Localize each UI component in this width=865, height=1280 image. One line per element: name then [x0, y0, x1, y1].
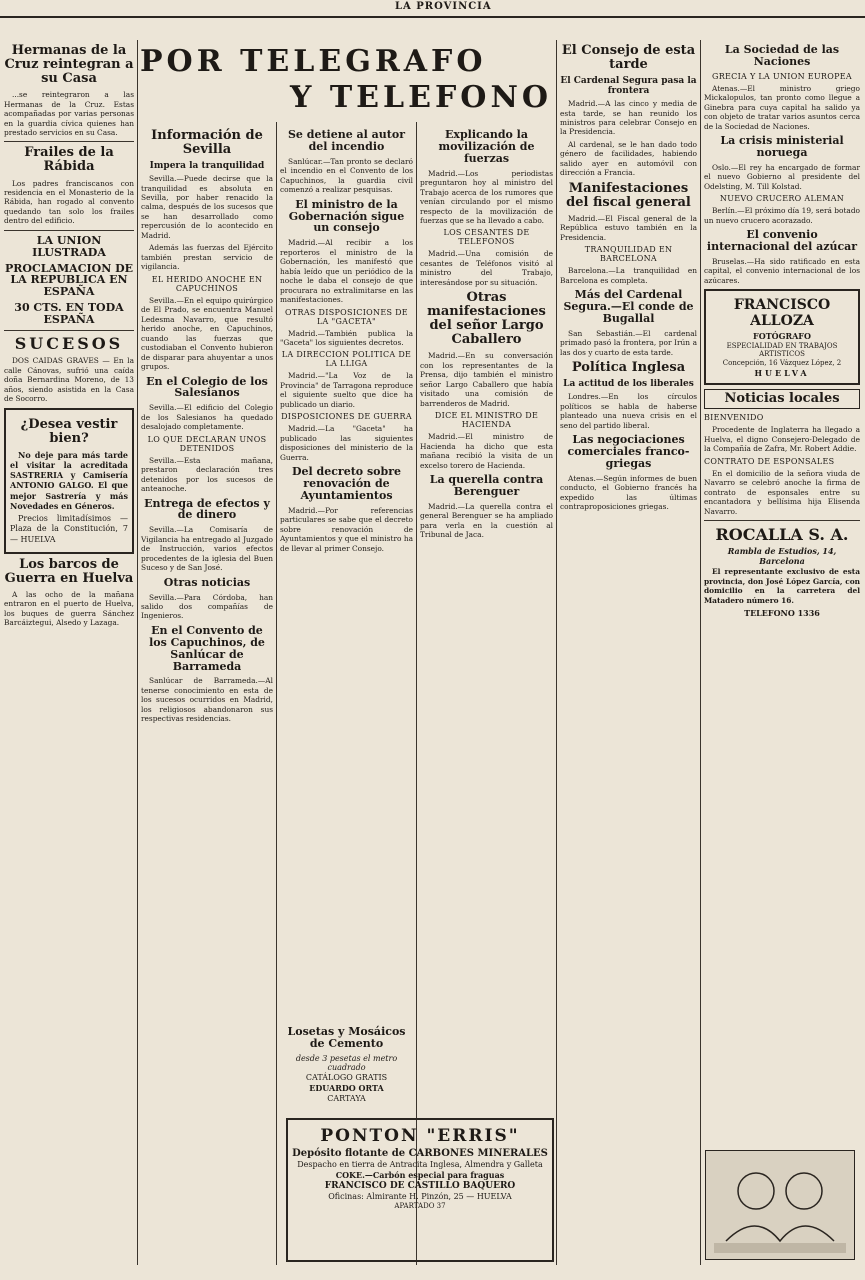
article-text: Madrid.—El ministro de Hacienda ha dicho que esta mañana recibió la visita de un excelso torero de Hacienda. [420, 432, 553, 470]
column-5 [560, 40, 697, 1265]
article-text: Procedente de Inglaterra ha llegado a Huelva, el digno Consejero-Delegado de la Compañía de Zafra, Mr. Robert Addie. [704, 425, 860, 454]
article-text: Sanlúcar de Barrameda.—Al tenerse conocimiento en esta de los sucesos ocurridos en Madrid, los religiosos abandonaron sus respectivas residencias. [141, 676, 273, 724]
ad-headline: PROCLAMACION DE LA REPUBLICA EN ESPAÑA [4, 261, 134, 299]
ad-text: Rambla de Estudios, 14, Barcelona [727, 546, 837, 567]
article-text: Atenas.—El ministro griego Mickalopulos, tan pronto como llegue a Ginebra para cuya capital ha salido ya con objeto de tratar varios asuntos cerca de la Sociedad de Naciones. [704, 83, 860, 131]
ad-headline: Losetas y Mosáicos de Cemento [287, 1025, 406, 1050]
article-text: Además las fuerzas del Ejército también prestan servicio de vigilancia. [141, 243, 273, 272]
article-headline: Más del Cardenal Segura.—El conde de Bugallal [563, 288, 694, 325]
tailor-ad [4, 408, 134, 554]
article-text: Madrid.—Los periodistas preguntaron hoy al ministro del Trabajo acerca de los rumores que venían circulando por el mismo respecto de la movilización de fuerzas que se ha llevado a cabo. [420, 168, 553, 225]
article-text: Madrid.—La querella contra el general Berenguer se ha ampliado para verla en la cuestión al Tribunal de Jaca. [420, 501, 553, 540]
article-headline: Hermanas de la Cruz reintegran a su Casa [4, 43, 134, 87]
article-headline: Explicando la movilización de fuerzas [438, 128, 535, 165]
column-1 [4, 40, 134, 1270]
article-text: Londres.—En los círculos políticos se habla de haberse planteado una nueva crisis en el seno del partido liberal. [560, 392, 697, 430]
column-rule [276, 122, 277, 1265]
article-headline: Otras manifestaciones del señor Largo Caballero [427, 290, 546, 348]
article-headline: Las negociaciones comerciales franco-griegas [567, 433, 690, 470]
ad-headline: ROCALLA S. A. [715, 525, 849, 545]
ad-text: EDUARDO ORTA [309, 1082, 384, 1093]
article-caps: DISPOSICIONES DE GUERRA [281, 412, 412, 422]
column-6 [704, 40, 860, 1145]
article-text: Los padres franciscanos con residencia en el Monasterio de la Rábida, han rogado al convento quedando tan solo los frailes dentro del edificio. [4, 178, 134, 226]
article-text: Madrid.—A las cinco y media de esta tarde, se han reunido los ministros para celebrar Consejo en la Presidencia. [560, 99, 697, 137]
article-text: Madrid.—El Fiscal general de la República estuvo también en la Presidencia. [560, 213, 697, 242]
article-text: Sevilla.—La Comisaría de Vigilancia ha entregado al Juzgado de Instrucción, varios efectos procedentes de la iglesia del Buen Suceso y de San José. [141, 525, 273, 573]
article-headline: Política Inglesa [571, 360, 686, 376]
ad-text: Depósito flotante de CARBONES MINERALES [292, 1148, 548, 1159]
article-caps: OTRAS DISPOSICIONES DE LA "GACETA" [285, 307, 408, 326]
divider [4, 230, 134, 231]
article-text: A las ocho de la mañana entraron en el puerto de Huelva, los buques de guerra Sánchez Barcáiztegui, Alsedo y Lazaga. [4, 589, 134, 628]
ad-text: No deje para más tarde el visitar la acreditada SASTRERIA y Camisería ANTONIO GALGO. El que mejor Sastrería y más Novedades en Géneros. [10, 449, 128, 511]
article-text: Madrid.—"La Voz de la Provincia" de Tarragona reproduce el siguiente suelto que dice ha publicado un diario. [280, 371, 413, 409]
advert-illustration [705, 1150, 855, 1260]
article-headline: Frailes de la Rábida [24, 145, 114, 175]
ad-headline: PONTON "ERRIS" [320, 1126, 520, 1146]
article-text: Madrid.—Una comisión de cesantes de Teléfonos visitó al ministro del Trabajo, interesándose por su situación. [420, 249, 553, 287]
ad-headline: ¿Desea vestir bien? [20, 416, 118, 446]
article-text: Sanlúcar.—Tan pronto se declaró el incendio en el Convento de los Capuchinos, la guardia civil comenzó a realizar pesquisas. [280, 156, 413, 195]
article-caps: DICE EL MINISTRO DE HACIENDA [434, 411, 539, 430]
ad-text: FOTÓGRAFO [753, 331, 811, 342]
article-headline: La querella contra Berenguer [429, 473, 544, 498]
ad-text: HUELVA [754, 368, 810, 379]
article-text: Madrid.—La "Gaceta" ha publicado las siguientes disposiciones del ministerio de la Guerra. [280, 424, 413, 462]
column-3 [280, 125, 413, 805]
section-title: SUCESOS [14, 333, 124, 353]
column-rule [416, 122, 417, 1265]
article-caps: GRECIA Y LA UNION EUROPEA [712, 71, 852, 81]
banner-line-2: Y TELEFONO [290, 80, 552, 115]
banner [140, 44, 560, 120]
article-text: Berlín.—El próximo día 19, será botado un nuevo crucero acorazado. [704, 206, 860, 225]
article-headline: Información de Sevilla [151, 128, 263, 158]
article-headline: El ministro de la Gobernación sigue un consejo [288, 197, 405, 235]
article-text: DOS CAIDAS GRAVES — En la calle Cánovas, sufrió una caída doña Bernardina Moreno, de 13 años, siendo asistida en la Casa de Socorro. [4, 356, 134, 404]
article-caps: BIENVENIDO [704, 413, 764, 423]
ad-text: ESPECIALIDAD EN TRABAJOS ARTISTICOS [726, 342, 838, 359]
article-subhead: El Cardenal Segura pasa la frontera [560, 76, 697, 97]
article-text: Barcelona.—La tranquilidad en Barcelona es completa. [560, 266, 697, 285]
article-text: En el domicilio de la señora viuda de Navarro se celebró anoche la firma de contrato de esponsales entre su encantadora y bellísima hija Elisenda Navarro. [704, 468, 860, 516]
column-rule [700, 40, 701, 1265]
article-headline: Entrega de efectos y de dinero [144, 496, 270, 522]
column-2 [141, 125, 273, 1265]
ad-text: desde 3 pesetas el metro cuadrado [295, 1053, 398, 1072]
article-headline: Los barcos de Guerra en Huelva [4, 556, 134, 586]
article-text: ...se reintegraron a las Hermanas de la Cruz. Estas acompañadas por varias personas en la guardia cívica quienes han prestado servicios en su Casa. [4, 90, 134, 137]
article-caps: LA DIRECCION POLITICA DE LA LLIGA [281, 350, 412, 369]
article-text: Madrid.—Al recibir a los reporteros el ministro de la Gobernación, les manifestó que había leído que un periódico de la noche le daba el consejo de que procurara no extralimitarse en las manifestaciones. [280, 238, 413, 305]
article-text: Bruselas.—Ha sido ratificado en esta capital, el convenio internacional de los azúcares. [704, 256, 860, 285]
article-text: Atenas.—Según informes de buen conducto, el Gobierno francés ha expedido las últimas contraproposiciones griegas. [560, 473, 697, 512]
article-text: Sevilla.—Puede decirse que la tranquilidad es absoluta en Sevilla, por haber renacido la calma, después de los sucesos que se han desarrollado como repercusión de lo acontecido en Madrid. [141, 174, 273, 240]
banner-line-1: POR TELEGRAFO [140, 44, 487, 79]
article-headline: El Consejo de esta tarde [561, 43, 696, 73]
article-headline: En el Convento de los Capuchinos, de Sanlúcar de Barrameda [149, 623, 265, 673]
article-text: Madrid.—También publica la "Gaceta" los siguientes decretos. [280, 328, 413, 347]
article-text: Sevilla.—El edificio del Colegio de los Salesianos ha quedado desalojado completamente. [141, 403, 273, 432]
article-headline: La Sociedad de las Naciones [724, 43, 840, 68]
illustration-drawing [706, 1151, 854, 1259]
ad-text: FRANCISCO DE CASTILLO BAQUERO [324, 1181, 516, 1191]
photographer-ad [704, 289, 860, 385]
article-caps: LOS CESANTES DE TELEFONOS [443, 228, 530, 247]
ad-text: Oficinas: Almirante H. Pinzón, 25 — HUELVA [328, 1192, 512, 1201]
article-headline: Se detiene al autor del incendio [287, 128, 406, 153]
article-headline: El convenio internacional del azúcar [706, 228, 858, 254]
ad-headline: FRANCISCO ALLOZA [733, 297, 831, 330]
article-text: Madrid.—En su conversación con los representantes de la Prensa, dijo también el ministro señor Largo Caballero que había visitado una comisión de barrenderos de Madrid. [420, 351, 553, 408]
ad-text: CARTAYA [327, 1093, 366, 1103]
column-rule [137, 40, 138, 1265]
column-4 [420, 125, 553, 1110]
divider [704, 520, 860, 521]
article-text: San Sebastián.—El cardenal primado pasó la frontera, por Irún a las dos y cuarto de esta tarde. [560, 328, 697, 357]
publication-name: LA PROVINCIA [395, 1, 492, 12]
ad-text: COKE.—Carbón especial para fraguas [335, 1170, 505, 1180]
ad-text: CATÁLOGO GRATIS [305, 1072, 388, 1082]
ad-headline: LA UNION ILUSTRADA [32, 233, 106, 259]
article-caps: CONTRATO DE ESPONSALES [704, 456, 835, 466]
article-headline: Otras noticias [163, 575, 251, 589]
article-caps: EL HERIDO ANOCHE EN CAPUCHINOS [151, 274, 263, 293]
article-headline: Del decreto sobre renovación de Ayuntamientos [292, 465, 401, 502]
article-text: Sevilla.—Para Córdoba, han salido dos compañías de Ingenieros. [141, 592, 273, 621]
ad-text: El representante exclusivo de esta provincia, don José López García, con domicilio en la carretera del Matadero número 16. [704, 567, 860, 605]
article-subhead: Impera la tranquilidad [149, 161, 265, 172]
ponton-ad [286, 1118, 554, 1262]
ad-text: APARTADO 37 [394, 1202, 446, 1210]
ad-text: TELEFONO 1336 [744, 608, 820, 618]
masthead [0, 0, 865, 18]
article-headline: La crisis ministerial noruega [720, 134, 844, 159]
ad-text: Concepción, 16 Vázquez López, 2 [722, 359, 842, 368]
article-caps: NUEVO CRUCERO ALEMAN [719, 194, 845, 204]
article-text: Sevilla.—En el equipo quirúrgico de El Prado, se encuentra Manuel Ledesma Navarro, que resultó herido anoche, en Capuchinos, cuando las fuerzas que custodiaban el Convento hubieron de disparar para ahuyentar a unos grupos. [141, 295, 273, 372]
article-caps: LO QUE DECLARAN UNOS DETENIDOS [147, 434, 267, 453]
article-headline: En el Colegio de los Salesianos [146, 374, 268, 400]
tiles-ad [280, 1022, 413, 1103]
article-text: Oslo.—El rey ha encargado de formar el nuevo Gobierno al presidente del Odelsting, M. Till Kolstad. [704, 162, 860, 191]
section-title: Noticias locales [704, 389, 860, 409]
column-rule [556, 40, 557, 1265]
divider [4, 141, 134, 142]
ad-text: Despacho en tierra de Antracita Inglesa, Almendra y Galleta [297, 1160, 543, 1169]
article-text: Madrid.—Por referencias particulares se sabe que el decreto sobre renovación de Ayuntamientos y que el ministro ha de llevar al primer Consejo. [280, 505, 413, 553]
ad-text: Precios limitadísimos — Plaza de la Constitución, 7 — HUELVA [10, 514, 128, 544]
article-caps: TRANQUILIDAD EN BARCELONA [584, 245, 673, 264]
article-text: Sevilla.—Esta mañana, prestaron declaración tres detenidos por los sucesos de anteanoche. [141, 455, 273, 494]
ad-headline: 30 CTS. EN TODA ESPAÑA [14, 301, 124, 327]
divider [4, 330, 134, 331]
article-headline: Manifestaciones del fiscal general [566, 180, 691, 210]
article-text: Al cardenal, se le han dado todo género de facilidades, habiendo salido ayer en automóvil con dirección a Francia. [560, 139, 697, 178]
article-subhead: La actitud de los liberales [563, 379, 694, 390]
